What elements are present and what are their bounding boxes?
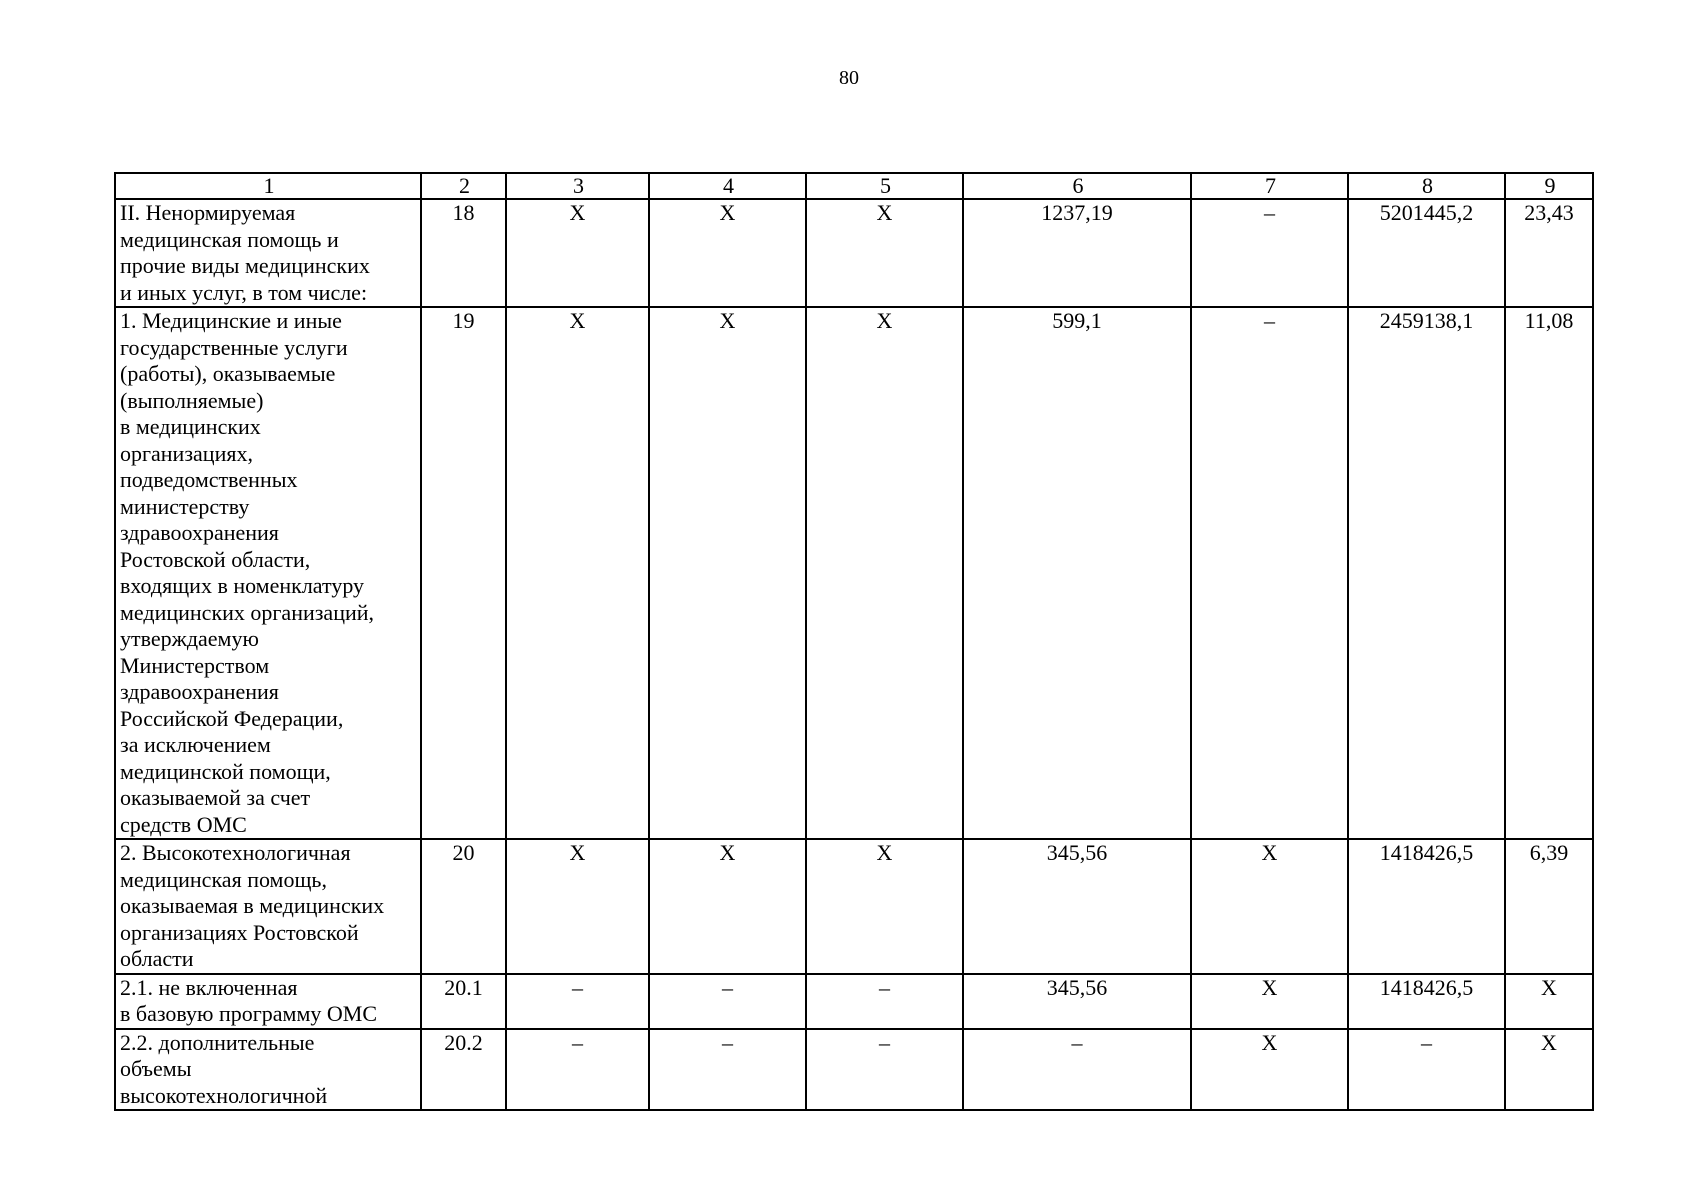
table-cell: 1418426,5 [1348,839,1505,974]
table-cell: – [649,974,806,1029]
table-cell: X [1505,1029,1593,1111]
row-label: 1. Медицинские и иные государственные услуги (работы), оказываемые (выполняемые) в медицинских организациях, подведомственных министерству здравоохранения Ростовской области, входящих в номенклатуру медицинских организаций, утверждаемую Министерством здравоохранения Российской Федерации, за исключением медицинской помощи, оказываемой за счет средств ОМС [115,307,421,839]
table-cell: X [649,307,806,839]
table-cell: X [506,307,649,839]
table-cell: – [1191,307,1348,839]
table-cell: X [806,199,963,307]
table-header-row [115,173,1593,199]
table-cell: 1237,19 [963,199,1191,307]
table-cell: 5201445,2 [1348,199,1505,307]
column-number-6: 6 [963,173,1191,199]
column-number-4: 4 [649,173,806,199]
table-cell: X [506,199,649,307]
column-number-3: 3 [506,173,649,199]
table-cell: X [806,839,963,974]
table-cell: X [649,199,806,307]
table-cell: – [806,974,963,1029]
table-row [115,307,1593,839]
table-cell: 345,56 [963,839,1191,974]
table-cell: 345,56 [963,974,1191,1029]
row-code: 18 [421,199,506,307]
row-label: 2. Высокотехнологичная медицинская помощь, оказываемая в медицинских организациях Ростовской области [115,839,421,974]
table-row [115,839,1593,974]
table-cell: – [1191,199,1348,307]
table-cell: X [649,839,806,974]
row-label: 2.2. дополнительные объемы высокотехнологичной [115,1029,421,1111]
column-number-1: 1 [115,173,421,199]
row-code: 20 [421,839,506,974]
row-code: 20.1 [421,974,506,1029]
table-row [115,199,1593,307]
row-label: 2.1. не включенная в базовую программу ОМС [115,974,421,1029]
row-code: 19 [421,307,506,839]
table-cell: X [1505,974,1593,1029]
table-cell: 23,43 [1505,199,1593,307]
table-cell: 6,39 [1505,839,1593,974]
table-cell: – [1348,1029,1505,1111]
row-label: II. Ненормируемая медицинская помощь и прочие виды медицинских и иных услуг, в том числе: [115,199,421,307]
column-number-8: 8 [1348,173,1505,199]
table-row [115,974,1593,1029]
page-number: 80 [839,67,859,89]
table-cell: – [506,974,649,1029]
column-number-5: 5 [806,173,963,199]
row-code: 20.2 [421,1029,506,1111]
table-cell: – [963,1029,1191,1111]
table-cell: 599,1 [963,307,1191,839]
table-cell: X [1191,1029,1348,1111]
table-cell: – [506,1029,649,1111]
table-cell: – [649,1029,806,1111]
table-cell: 2459138,1 [1348,307,1505,839]
column-number-2: 2 [421,173,506,199]
budget-table [114,172,1594,1111]
column-number-9: 9 [1505,173,1593,199]
table-cell: 11,08 [1505,307,1593,839]
table-row [115,1029,1593,1111]
table-cell: X [1191,839,1348,974]
table-cell: X [1191,974,1348,1029]
column-number-7: 7 [1191,173,1348,199]
table-cell: X [506,839,649,974]
table-cell: X [806,307,963,839]
table-cell: – [806,1029,963,1111]
table-cell: 1418426,5 [1348,974,1505,1029]
